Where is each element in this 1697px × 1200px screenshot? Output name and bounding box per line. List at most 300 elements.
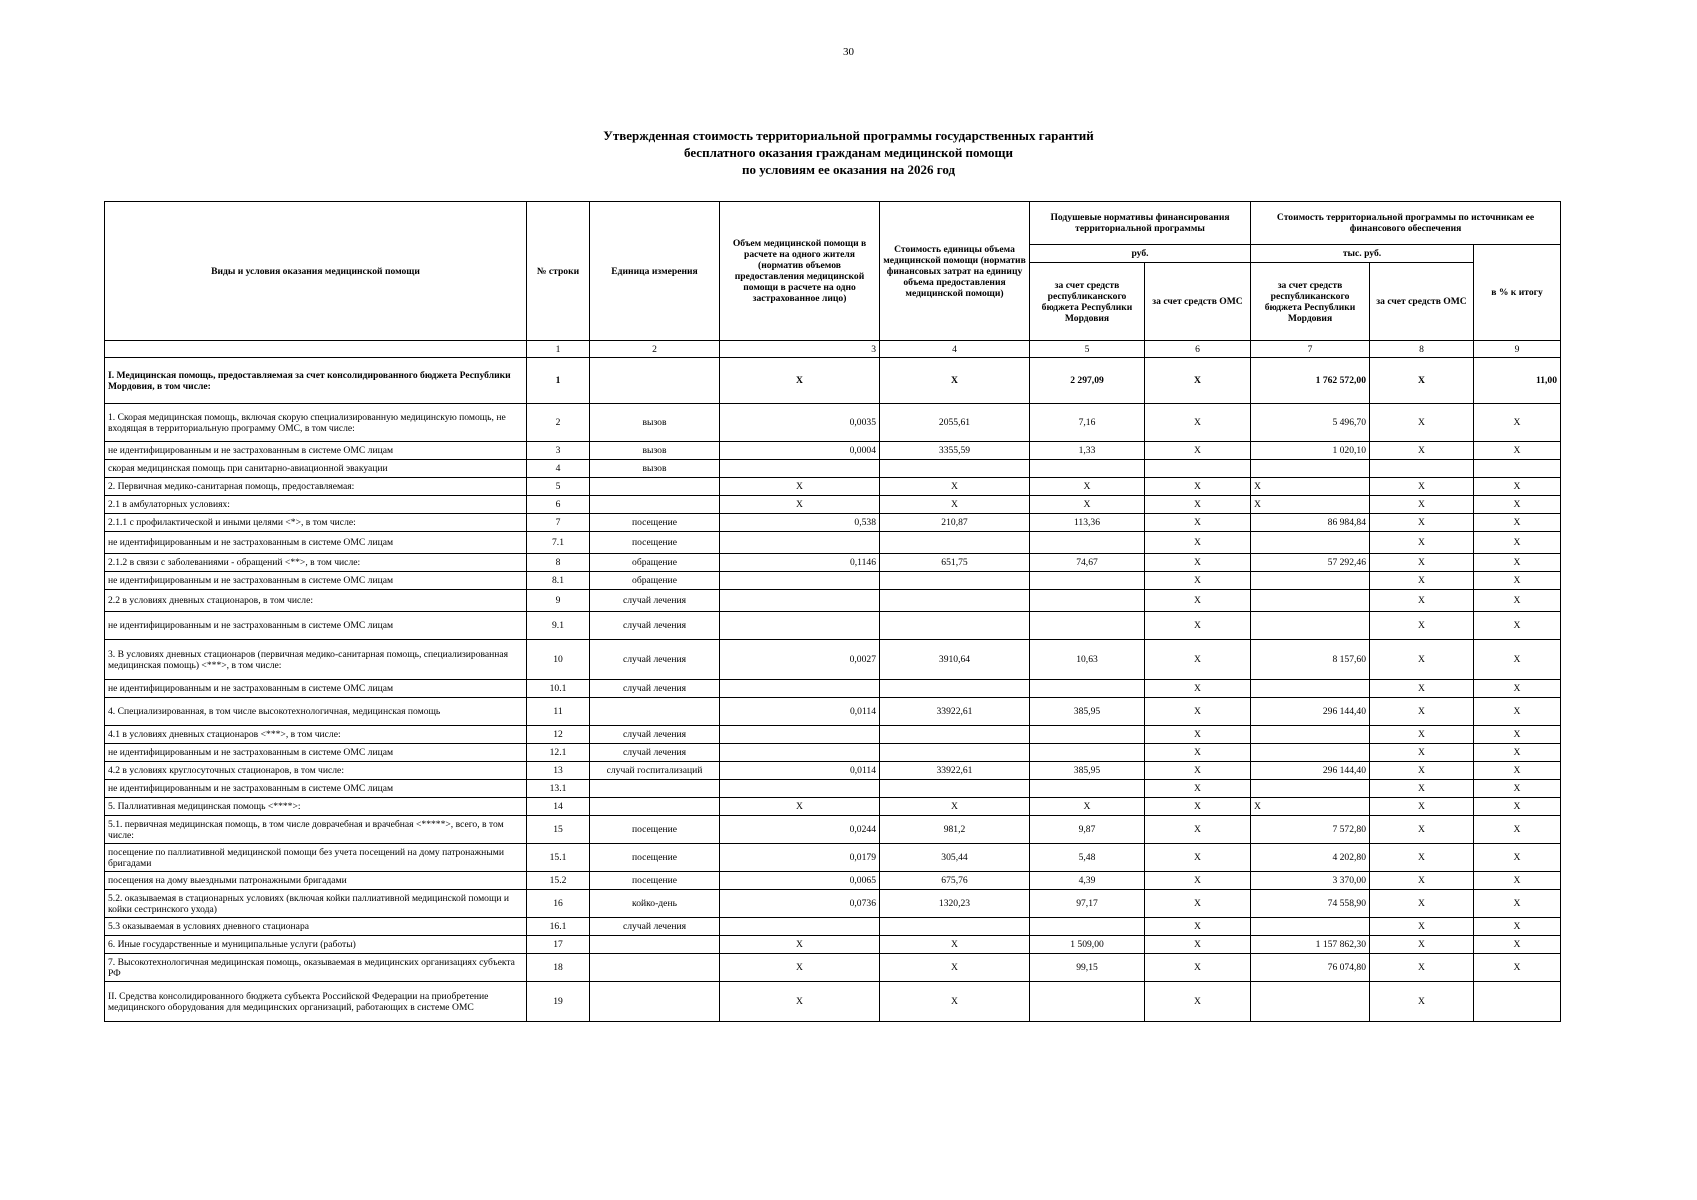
table-row [105,680,1561,698]
row-percapita-oms-cell: X [1145,496,1251,514]
row-percapita-budget-cell [1030,982,1145,1022]
row-program-budget-cell: 57 292,46 [1251,554,1370,572]
table-row [105,816,1561,844]
row-cost-cell: X [880,358,1030,404]
row-name-cell: 1. Скорая медицинская помощь, включая скорую специализированную медицинскую помощь, не входящая в территориальную программу ОМС, в том числе: [105,404,527,442]
row-cost-cell: 1320,23 [880,890,1030,918]
row-percent-cell: X [1474,572,1561,590]
row-program-oms-cell: X [1370,780,1474,798]
row-number-cell: 4 [527,460,590,478]
table-row [105,532,1561,554]
row-cost-cell [880,726,1030,744]
row-program-oms-cell: X [1370,816,1474,844]
table-row [105,442,1561,460]
row-percapita-oms-cell: X [1145,590,1251,612]
row-unit-cell [590,982,720,1022]
table-row [105,496,1561,514]
row-volume-cell [720,680,880,698]
row-percent-cell: X [1474,844,1561,872]
row-percapita-budget-cell [1030,572,1145,590]
table-row [105,872,1561,890]
row-percent-cell: X [1474,762,1561,780]
row-number-cell: 9 [527,590,590,612]
title-line-1: Утвержденная стоимость территориальной программы государственных гарантий [603,128,1094,143]
table-row [105,698,1561,726]
row-cost-cell: X [880,936,1030,954]
row-program-oms-cell: X [1370,554,1474,572]
row-percapita-budget-cell: X [1030,798,1145,816]
row-program-budget-cell [1251,780,1370,798]
row-program-budget-cell: X [1251,478,1370,496]
row-percapita-oms-cell: X [1145,872,1251,890]
row-percapita-oms-cell: X [1145,612,1251,640]
row-volume-cell [720,780,880,798]
row-volume-cell: X [720,358,880,404]
row-program-budget-cell: 74 558,90 [1251,890,1370,918]
row-percapita-budget-cell [1030,680,1145,698]
table-row [105,554,1561,572]
row-cost-cell: 3910,64 [880,640,1030,680]
row-name-cell: не идентифицированным и не застрахованным в системе ОМС лицам [105,680,527,698]
row-percent-cell: X [1474,698,1561,726]
row-unit-cell [590,936,720,954]
row-cost-cell [880,780,1030,798]
row-volume-cell: 0,0027 [720,640,880,680]
row-percapita-oms-cell: X [1145,762,1251,780]
row-percent-cell: X [1474,478,1561,496]
row-program-oms-cell: X [1370,478,1474,496]
row-program-oms-cell: X [1370,726,1474,744]
row-name-cell: II. Средства консолидированного бюджета субъекта Российской Федерации на приобретение медицинского оборудования для медицинских организаций, работающих в системе ОМС [105,982,527,1022]
row-program-budget-cell: 3 370,00 [1251,872,1370,890]
row-volume-cell [720,590,880,612]
row-percapita-budget-cell [1030,780,1145,798]
row-percapita-budget-cell: 97,17 [1030,890,1145,918]
row-unit-cell: посещение [590,514,720,532]
header-volume: Объем медицинской помощи в расчете на одного жителя (норматив объемов предоставления медицинской помощи в расчете на одно застрахованное лицо) [720,202,880,341]
header-program-group: Стоимость территориальной программы по источникам ее финансового обеспечения [1251,202,1561,245]
row-program-oms-cell: X [1370,514,1474,532]
row-program-oms-cell [1370,460,1474,478]
table-row [105,918,1561,936]
row-volume-cell [720,460,880,478]
row-number-cell: 2 [527,404,590,442]
row-percapita-budget-cell: 7,16 [1030,404,1145,442]
row-percapita-oms-cell: X [1145,554,1251,572]
row-number-cell: 1 [527,358,590,404]
row-volume-cell [720,918,880,936]
table-row [105,954,1561,982]
row-percapita-oms-cell: X [1145,680,1251,698]
row-program-oms-cell: X [1370,762,1474,780]
row-cost-cell [880,590,1030,612]
table-row [105,612,1561,640]
table-row [105,478,1561,496]
row-volume-cell: 0,0004 [720,442,880,460]
row-percent-cell: X [1474,936,1561,954]
row-cost-cell: X [880,496,1030,514]
row-cost-cell: 651,75 [880,554,1030,572]
row-unit-cell: случай лечения [590,640,720,680]
row-program-oms-cell: X [1370,496,1474,514]
row-number-cell: 8 [527,554,590,572]
column-number: 2 [590,341,720,358]
row-program-oms-cell: X [1370,954,1474,982]
row-program-budget-cell: 76 074,80 [1251,954,1370,982]
row-name-cell: не идентифицированным и не застрахованным в системе ОМС лицам [105,612,527,640]
row-unit-cell: вызов [590,460,720,478]
column-number: 1 [527,341,590,358]
row-percapita-budget-cell [1030,612,1145,640]
row-percent-cell: X [1474,872,1561,890]
row-percent-cell: X [1474,744,1561,762]
row-program-budget-cell [1251,680,1370,698]
row-percapita-budget-cell: 2 297,09 [1030,358,1145,404]
header-unit: Единица измерения [590,202,720,341]
row-unit-cell [590,478,720,496]
row-percapita-oms-cell: X [1145,744,1251,762]
row-name-cell: 2.2 в условиях дневных стационаров, в том числе: [105,590,527,612]
table-row [105,404,1561,442]
row-volume-cell: X [720,478,880,496]
row-percapita-budget-cell: 113,36 [1030,514,1145,532]
row-percapita-oms-cell [1145,460,1251,478]
row-volume-cell: 0,0035 [720,404,880,442]
row-number-cell: 12.1 [527,744,590,762]
row-percent-cell: X [1474,798,1561,816]
row-program-oms-cell: X [1370,798,1474,816]
row-program-budget-cell: 1 157 862,30 [1251,936,1370,954]
row-unit-cell: вызов [590,404,720,442]
row-unit-cell [590,780,720,798]
row-percent-cell: X [1474,496,1561,514]
row-cost-cell [880,612,1030,640]
row-cost-cell: 33922,61 [880,698,1030,726]
row-percapita-budget-cell [1030,460,1145,478]
row-volume-cell: 0,0114 [720,698,880,726]
row-program-oms-cell: X [1370,844,1474,872]
row-percapita-oms-cell: X [1145,640,1251,680]
row-percent-cell: X [1474,816,1561,844]
row-name-cell: 2.1 в амбулаторных условиях: [105,496,527,514]
row-number-cell: 18 [527,954,590,982]
row-number-cell: 11 [527,698,590,726]
header-pr-budget: за счет средств республиканского бюджета Республики Мордовия [1251,263,1370,341]
row-name-cell: 5.3 оказываемая в условиях дневного стационара [105,918,527,936]
row-name-cell: не идентифицированным и не застрахованным в системе ОМС лицам [105,780,527,798]
row-name-cell: скорая медицинская помощь при санитарно-авиационной эвакуации [105,460,527,478]
row-percapita-budget-cell: 4,39 [1030,872,1145,890]
row-name-cell: 6. Иные государственные и муниципальные услуги (работы) [105,936,527,954]
row-program-budget-cell: 86 984,84 [1251,514,1370,532]
row-percent-cell: X [1474,532,1561,554]
table-body [105,202,1561,1022]
row-cost-cell: 3355,59 [880,442,1030,460]
row-program-budget-cell [1251,590,1370,612]
row-cost-cell [880,744,1030,762]
row-program-budget-cell: X [1251,798,1370,816]
row-name-cell: 2.1.1 с профилактической и иными целями <*>, в том числе: [105,514,527,532]
row-program-oms-cell: X [1370,936,1474,954]
row-name-cell: не идентифицированным и не застрахованным в системе ОМС лицам [105,744,527,762]
row-percapita-oms-cell: X [1145,572,1251,590]
row-program-budget-cell [1251,982,1370,1022]
row-volume-cell [720,532,880,554]
row-unit-cell [590,798,720,816]
row-program-budget-cell: 5 496,70 [1251,404,1370,442]
row-percapita-budget-cell: 74,67 [1030,554,1145,572]
table-row [105,890,1561,918]
row-percent-cell: 11,00 [1474,358,1561,404]
row-name-cell: 5. Паллиативная медицинская помощь <****>: [105,798,527,816]
table-row [105,460,1561,478]
document-title [0,127,1697,178]
row-program-budget-cell [1251,612,1370,640]
row-cost-cell [880,918,1030,936]
header-unit-cost: Стоимость единицы объема медицинской помощи (норматив финансовых затрат на единицу объема предоставления медицинской помощи) [880,202,1030,341]
row-unit-cell: обращение [590,554,720,572]
row-percent-cell: X [1474,890,1561,918]
row-percapita-budget-cell [1030,744,1145,762]
title-line-2: бесплатного оказания гражданам медицинской помощи [684,145,1013,160]
column-number: 7 [1251,341,1370,358]
row-cost-cell: 210,87 [880,514,1030,532]
row-percapita-oms-cell: X [1145,514,1251,532]
row-percapita-budget-cell [1030,918,1145,936]
row-number-cell: 16.1 [527,918,590,936]
column-number [105,341,527,358]
row-program-oms-cell: X [1370,640,1474,680]
row-number-cell: 7.1 [527,532,590,554]
row-number-cell: 10.1 [527,680,590,698]
row-percapita-oms-cell: X [1145,726,1251,744]
row-unit-cell: посещение [590,872,720,890]
row-percapita-oms-cell: X [1145,698,1251,726]
row-percapita-oms-cell: X [1145,982,1251,1022]
column-number: 4 [880,341,1030,358]
row-program-oms-cell: X [1370,590,1474,612]
row-name-cell: I. Медицинская помощь, предоставляемая за счет консолидированного бюджета Республики Мордовия, в том числе: [105,358,527,404]
row-number-cell: 9.1 [527,612,590,640]
column-number: 6 [1145,341,1251,358]
row-percent-cell: X [1474,954,1561,982]
column-number: 9 [1474,341,1561,358]
row-percent-cell: X [1474,404,1561,442]
row-program-oms-cell: X [1370,404,1474,442]
row-percapita-budget-cell: 5,48 [1030,844,1145,872]
header-row-number: № строки [527,202,590,341]
row-unit-cell: случай лечения [590,726,720,744]
row-name-cell: 4.1 в условиях дневных стационаров <***>, в том числе: [105,726,527,744]
row-number-cell: 6 [527,496,590,514]
row-name-cell: не идентифицированным и не застрахованным в системе ОМС лицам [105,572,527,590]
row-percent-cell: X [1474,680,1561,698]
row-volume-cell [720,726,880,744]
row-percapita-oms-cell: X [1145,890,1251,918]
row-percapita-oms-cell: X [1145,404,1251,442]
row-program-budget-cell: 1 020,10 [1251,442,1370,460]
row-name-cell: 4. Специализированная, в том числе высокотехнологичная, медицинская помощь [105,698,527,726]
row-unit-cell: случай лечения [590,918,720,936]
row-program-budget-cell: 4 202,80 [1251,844,1370,872]
row-volume-cell [720,612,880,640]
header-percapita-group: Подушевые нормативы финансирования территориальной программы [1030,202,1251,245]
row-cost-cell: 33922,61 [880,762,1030,780]
row-volume-cell: 0,0244 [720,816,880,844]
table-row [105,798,1561,816]
row-program-budget-cell: 7 572,80 [1251,816,1370,844]
row-number-cell: 15.2 [527,872,590,890]
row-unit-cell: обращение [590,572,720,590]
row-volume-cell: X [720,936,880,954]
row-percapita-budget-cell: X [1030,496,1145,514]
row-percapita-oms-cell: X [1145,478,1251,496]
row-program-budget-cell [1251,918,1370,936]
row-unit-cell: случай лечения [590,680,720,698]
row-program-budget-cell: 8 157,60 [1251,640,1370,680]
row-percent-cell: X [1474,442,1561,460]
row-program-budget-cell [1251,572,1370,590]
row-name-cell: 5.1. первичная медицинская помощь, в том числе доврачебная и врачебная <*****>, всего, в том числе: [105,816,527,844]
row-cost-cell: 305,44 [880,844,1030,872]
row-percapita-oms-cell: X [1145,798,1251,816]
row-percapita-budget-cell: 9,87 [1030,816,1145,844]
header-row-1 [105,202,1561,245]
row-percapita-oms-cell: X [1145,358,1251,404]
row-percapita-oms-cell: X [1145,936,1251,954]
row-name-cell: 7. Высокотехнологичная медицинская помощь, оказываемая в медицинских организациях субъекта РФ [105,954,527,982]
row-unit-cell: посещение [590,816,720,844]
row-number-cell: 8.1 [527,572,590,590]
row-percapita-oms-cell: X [1145,954,1251,982]
table-row [105,726,1561,744]
row-unit-cell [590,496,720,514]
column-number-row [105,341,1561,358]
row-cost-cell: X [880,478,1030,496]
row-unit-cell [590,954,720,982]
row-percent-cell: X [1474,612,1561,640]
row-percapita-budget-cell: 1 509,00 [1030,936,1145,954]
row-percent-cell: X [1474,514,1561,532]
row-unit-cell: случай лечения [590,590,720,612]
row-cost-cell [880,460,1030,478]
row-volume-cell: X [720,982,880,1022]
row-volume-cell: X [720,954,880,982]
row-program-oms-cell: X [1370,358,1474,404]
row-percent-cell: X [1474,780,1561,798]
row-cost-cell: 981,2 [880,816,1030,844]
row-number-cell: 10 [527,640,590,680]
table-row [105,982,1561,1022]
row-percent-cell [1474,460,1561,478]
row-percapita-budget-cell: 385,95 [1030,698,1145,726]
row-percapita-budget-cell [1030,726,1145,744]
header-pc-budget: за счет средств республиканского бюджета Республики Мордовия [1030,263,1145,341]
row-volume-cell [720,744,880,762]
row-number-cell: 19 [527,982,590,1022]
table-row [105,358,1561,404]
row-percapita-budget-cell [1030,532,1145,554]
row-unit-cell: случай лечения [590,612,720,640]
row-name-cell: не идентифицированным и не застрахованным в системе ОМС лицам [105,442,527,460]
row-program-oms-cell: X [1370,442,1474,460]
row-program-budget-cell: 296 144,40 [1251,698,1370,726]
header-pc-oms: за счет средств ОМС [1145,263,1251,341]
column-number: 8 [1370,341,1474,358]
header-unit-thousand-rub: тыс. руб. [1251,245,1474,263]
row-program-budget-cell: X [1251,496,1370,514]
row-number-cell: 14 [527,798,590,816]
row-name-cell: посещения на дому выездными патронажными бригадами [105,872,527,890]
row-percapita-oms-cell: X [1145,532,1251,554]
title-line-3: по условиям ее оказания на 2026 год [741,162,956,177]
row-cost-cell [880,572,1030,590]
row-cost-cell [880,680,1030,698]
page-number: 30 [843,46,854,58]
row-percapita-oms-cell: X [1145,816,1251,844]
row-unit-cell: случай госпитализаций [590,762,720,780]
header-pr-oms: за счет средств ОМС [1370,263,1474,341]
row-volume-cell: X [720,798,880,816]
row-program-oms-cell: X [1370,982,1474,1022]
column-number: 3 [720,341,880,358]
row-program-oms-cell: X [1370,680,1474,698]
row-cost-cell: X [880,982,1030,1022]
row-volume-cell: 0,0114 [720,762,880,780]
row-volume-cell: 0,0179 [720,844,880,872]
row-number-cell: 5 [527,478,590,496]
row-volume-cell: 0,538 [720,514,880,532]
header-type: Виды и условия оказания медицинской помощи [105,202,527,341]
row-percent-cell: X [1474,726,1561,744]
row-number-cell: 17 [527,936,590,954]
row-name-cell: посещение по паллиативной медицинской помощи без учета посещений на дому патронажными бригадами [105,844,527,872]
row-name-cell: 5.2. оказываемая в стационарных условиях (включая койки паллиативной медицинской помощи и койки сестринского ухода) [105,890,527,918]
row-volume-cell [720,572,880,590]
row-percapita-budget-cell [1030,590,1145,612]
row-program-oms-cell: X [1370,572,1474,590]
row-name-cell: 2.1.2 в связи с заболеваниями - обращений <**>, в том числе: [105,554,527,572]
row-unit-cell [590,698,720,726]
row-volume-cell: 0,1146 [720,554,880,572]
table-row [105,762,1561,780]
row-cost-cell [880,532,1030,554]
row-number-cell: 12 [527,726,590,744]
row-program-oms-cell: X [1370,890,1474,918]
table-row [105,844,1561,872]
row-volume-cell: X [720,496,880,514]
row-percapita-budget-cell: 99,15 [1030,954,1145,982]
row-name-cell: 2. Первичная медико-санитарная помощь, предоставляемая: [105,478,527,496]
table-row [105,514,1561,532]
row-number-cell: 13.1 [527,780,590,798]
table-row [105,744,1561,762]
row-percapita-oms-cell: X [1145,442,1251,460]
row-percent-cell: X [1474,590,1561,612]
row-program-oms-cell: X [1370,918,1474,936]
program-cost-table [104,201,1561,1022]
row-percent-cell: X [1474,918,1561,936]
table-row [105,572,1561,590]
row-percent-cell: X [1474,554,1561,572]
row-name-cell: 3. В условиях дневных стационаров (первичная медико-санитарная помощь, специализированная медицинская помощь) <***>, в том числе: [105,640,527,680]
row-percent-cell: X [1474,640,1561,680]
row-unit-cell: койко-день [590,890,720,918]
row-program-budget-cell [1251,460,1370,478]
row-unit-cell [590,358,720,404]
row-percapita-budget-cell: X [1030,478,1145,496]
row-program-oms-cell: X [1370,698,1474,726]
